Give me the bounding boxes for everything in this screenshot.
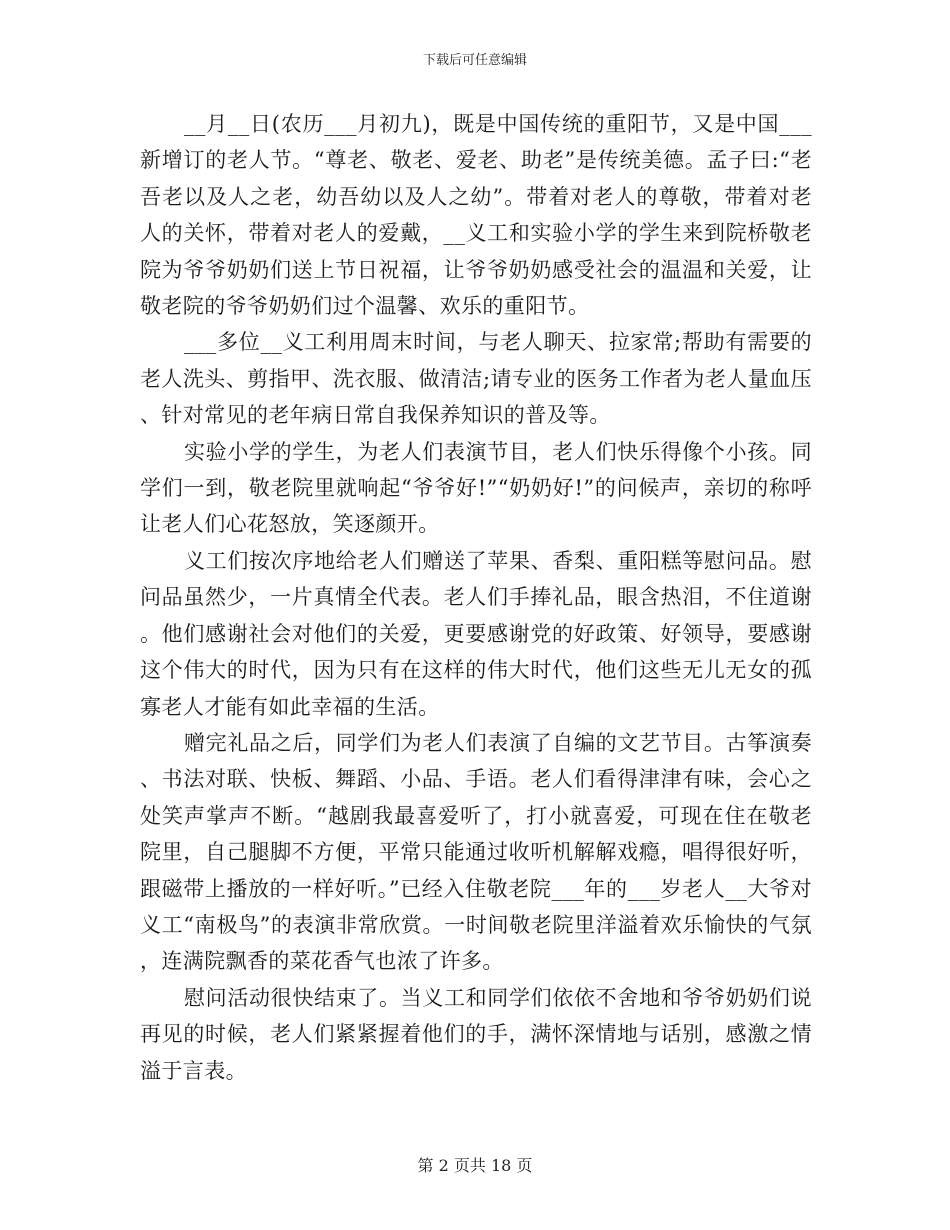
page-header: 下载后可任意编辑 <box>422 53 527 68</box>
paragraph-5: 赠完礼品之后，同学们为老人们表演了自编的文艺节目。古筝演奏、书法对联、快板、舞蹈、小品、手语。老人们看得津津有味，会心之处笑声掌声不断。“越剧我最喜爱听了，打小就喜爱，可现在住在敬老院里，自己腿脚不方便，平常只能通过收听机解解戏瘾，唱得很好听，跟磁带上播放的一样好听。”已经入住敬老院___年的___岁老人__大爷对义工“南极鸟”的表演非常欣赏。一时间敬老院里洋溢着欢乐愉快的气氛，连满院飘香的菜花香气也浓了许多。 <box>140 730 812 974</box>
paragraph-3: 实验小学的学生，为老人们表演节目，老人们快乐得像个小孩。同学们一到，敬老院里就响起“爷爷好!”“奶奶好!”的问候声，亲切的称呼让老人们心花怒放，笑逐颜开。 <box>140 439 812 537</box>
paragraph-6: 慰问活动很快结束了。当义工和同学们依依不舍地和爷爷奶奶们说再见的时候，老人们紧紧握着他们的手，满怀深情地与话别，感激之情溢于言表。 <box>140 985 812 1083</box>
document-body <box>140 106 812 1089</box>
paragraph-4: 义工们按次序地给老人们赠送了苹果、香梨、重阳糕等慰问品。慰问品虽然少，一片真情全代表。老人们手捧礼品，眼含热泪，不住道谢。他们感谢社会对他们的关爱，更要感谢党的好政策、好领导，要感谢这个伟大的时代，因为只有在这样的伟大时代，他们这些无儿无女的孤寡老人才能有如此幸福的生活。 <box>140 548 812 719</box>
page-footer: 第 2 页共 18 页 <box>417 1156 533 1175</box>
paragraph-2: ___多位__义工利用周末时间，与老人聊天、拉家常;帮助有需要的老人洗头、剪指甲、洗衣服、做清洁;请专业的医务工作者为老人量血压、针对常见的老年病日常自我保养知识的普及等。 <box>140 330 812 428</box>
paragraph-1: __月__日(农历___月初九)，既是中国传统的重阳节，又是中国___新增订的老人节。“尊老、敬老、爱老、助老”是传统美德。孟子曰:“老吾老以及人之老，幼吾幼以及人之幼”。带着对老人的尊敬，带着对老人的关怀，带着对老人的爱戴，__义工和实验小学的学生来到院桥敬老院为爷爷奶奶们送上节日祝福，让爷爷奶奶感受社会的温温和关爱，让敬老院的爷爷奶奶们过个温馨、欢乐的重阳节。 <box>140 112 812 319</box>
